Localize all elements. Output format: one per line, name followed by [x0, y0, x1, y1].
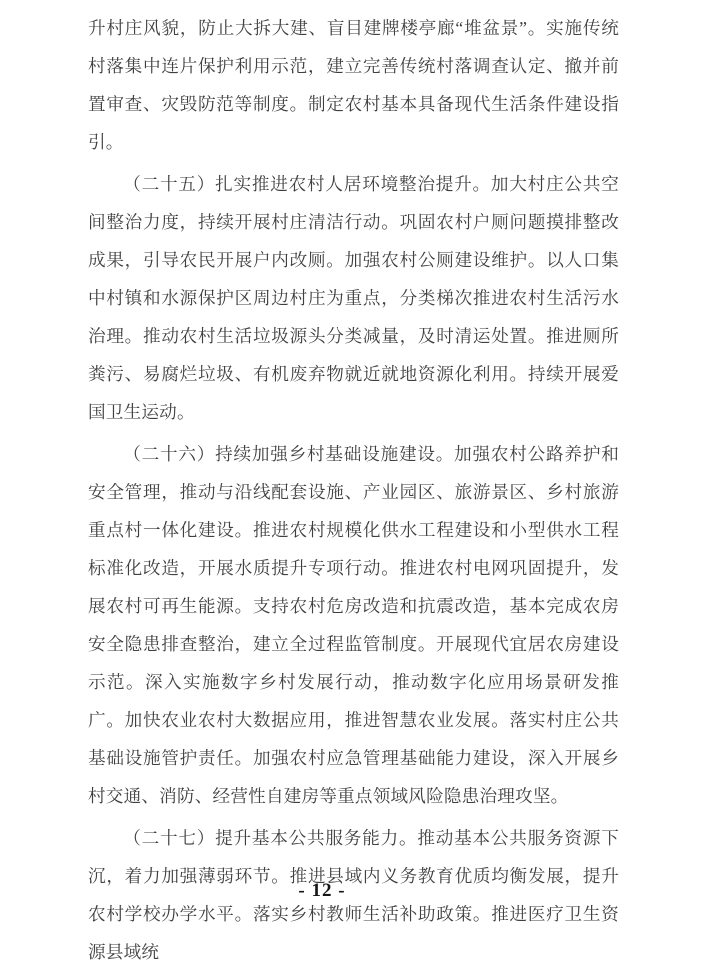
- paragraph-item-27: （二十七）提升基本公共服务能力。推动基本公共服务资源下沉，着力加强薄弱环节。推进县域内义务教育优质均衡发展，提升农村学校办学水平。落实乡村教师生活补助政策。推进医疗卫生资源县域统: [88, 828, 619, 962]
- page-number: - 12 -: [298, 880, 346, 901]
- paragraph-item-26: （二十六）持续加强乡村基础设施建设。加强农村公路养护和安全管理，推动与沿线配套设施、产业园区、旅游景区、乡村旅游重点村一体化建设。推进农村规模化供水工程建设和小型供水工程标准化改造，开展水质提升专项行动。推进农村电网巩固提升，发展农村可再生能源。支持农村危房改造和抗震改造，基本完成农房安全隐患排查整治，建立全过程监管制度。开展现代宜居农房建设示范。深入实施数字乡村发展行动，推动数字化应用场景研发推广。加快农业农村大数据应用，推进智慧农业发展。落实村庄公共基础设施管护责任。加强农村应急管理基础能力建设，深入开展乡村交通、消防、经营性自建房等重点领域风险隐患治理攻坚。: [88, 444, 619, 806]
- paragraph-item-25: （二十五）扎实推进农村人居环境整治提升。加大村庄公共空间整治力度，持续开展村庄清洁行动。巩固农村户厕问题摸排整改成果，引导农民开展户内改厕。加强农村公厕建设维护。以人口集中村镇和水源保护区周边村庄为重点，分类梯次推进农村生活污水治理。推动农村生活垃圾源头分类减量，及时清运处置。推进厕所粪污、易腐烂垃圾、有机废弃物就近就地资源化利用。持续开展爱国卫生运动。: [88, 174, 619, 422]
- document-body: [88, 9, 619, 971]
- paragraph-continuation-24: 升村庄风貌，防止大拆大建、盲目建牌楼亭廊“堆盆景”。实施传统村落集中连片保护利用示范，建立完善传统村落调查认定、撤并前置审查、灾毁防范等制度。制定农村基本具备现代生活条件建设指引。: [88, 18, 619, 152]
